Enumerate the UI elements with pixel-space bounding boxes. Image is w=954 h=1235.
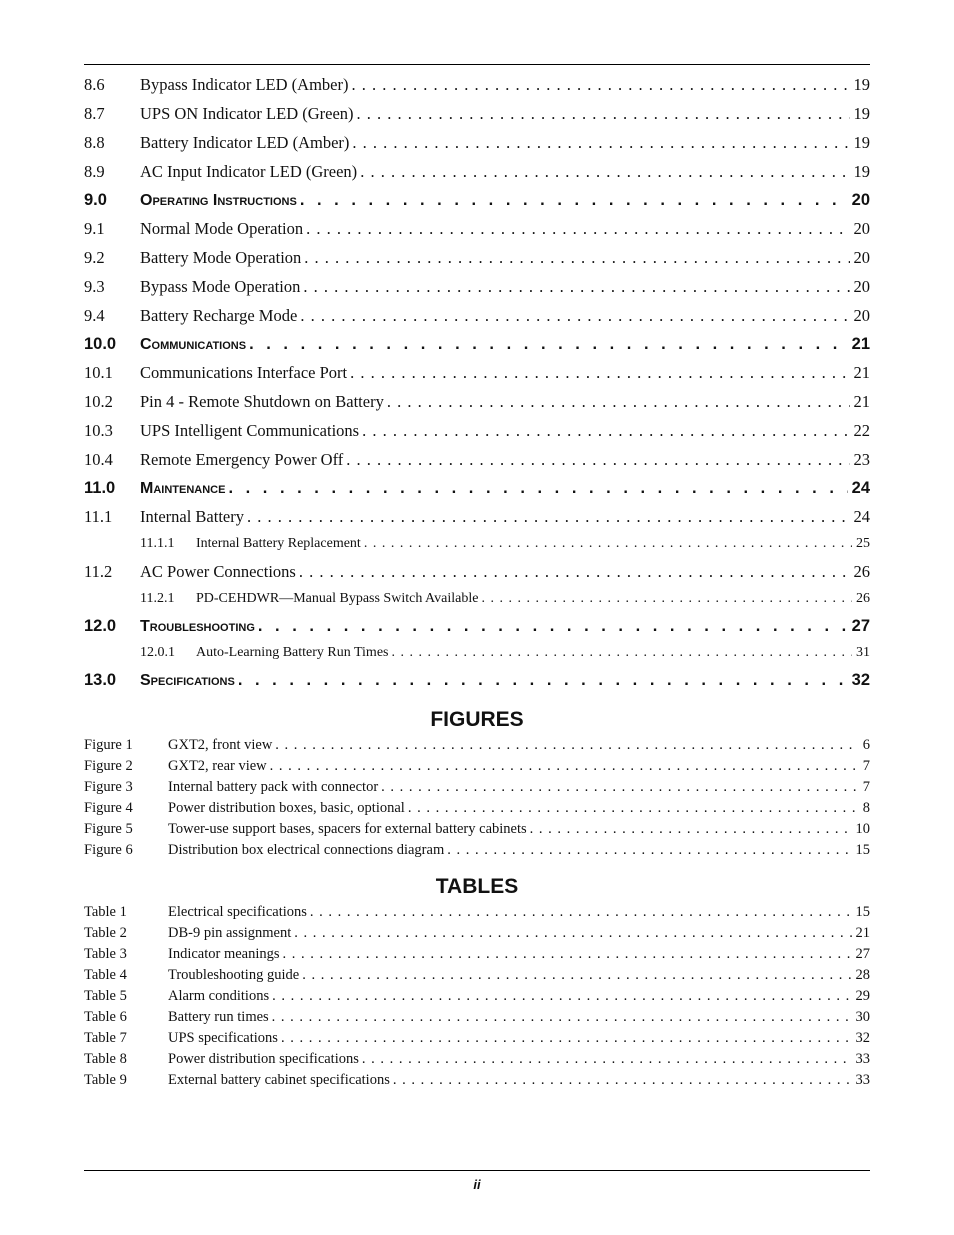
entry-page: 33 [855, 1051, 870, 1067]
entry-number: Figure 6 [84, 842, 133, 858]
dot-leader [346, 450, 849, 470]
entry-title: UPS Intelligent Communications [140, 421, 360, 440]
dot-leader [351, 75, 849, 95]
dot-leader [393, 1072, 852, 1089]
toc-subsubsection-entry[interactable] [84, 645, 870, 671]
table-entry[interactable] [84, 1030, 870, 1051]
entry-page: 6 [862, 737, 870, 753]
entry-page: 10 [855, 821, 870, 837]
toc-subsection-entry[interactable] [84, 450, 870, 479]
entry-page: 26 [856, 591, 870, 606]
entry-number: Table 8 [84, 1051, 127, 1067]
toc-subsection-entry[interactable] [84, 162, 870, 191]
dot-leader [272, 988, 851, 1005]
entry-title: Internal battery pack with connector [168, 779, 379, 795]
entry-page: 20 [853, 219, 870, 238]
table-entry[interactable] [84, 1009, 870, 1030]
dot-leader [392, 645, 853, 661]
table-entry[interactable] [84, 1051, 870, 1072]
entry-page: 26 [853, 562, 870, 581]
entry-number: Table 9 [84, 1072, 127, 1088]
entry-number: Figure 1 [84, 737, 133, 753]
entry-number: 12.0 [84, 617, 117, 635]
entry-title: Remote Emergency Power Off [140, 450, 344, 469]
entry-title: Tower-use support bases, spacers for external battery cabinets [168, 821, 527, 837]
entry-title: Indicator meanings [168, 946, 280, 962]
dot-leader [270, 758, 859, 775]
dot-leader [281, 1030, 852, 1047]
entry-title: Troubleshooting [140, 618, 255, 635]
entry-number: 9.0 [84, 191, 107, 209]
entry-page: 20 [853, 306, 870, 325]
toc-subsection-entry[interactable] [84, 104, 870, 133]
entry-page: 20 [853, 248, 870, 267]
entry-title: Internal Battery [140, 507, 244, 526]
dot-leader [300, 306, 849, 326]
figure-entry[interactable] [84, 842, 870, 863]
entry-number: 10.1 [84, 363, 113, 382]
entry-number: 8.9 [84, 162, 105, 181]
entry-page: 21 [851, 335, 870, 353]
entry-number: 9.3 [84, 277, 105, 296]
dot-leader [360, 162, 849, 182]
header-rule [84, 64, 870, 65]
toc-subsection-entry[interactable] [84, 306, 870, 335]
entry-title: UPS specifications [168, 1030, 278, 1046]
entry-page: 28 [855, 967, 870, 983]
table-of-contents [84, 75, 870, 1093]
entry-page: 20 [853, 277, 870, 296]
dot-leader [350, 363, 849, 383]
entry-number: Table 7 [84, 1030, 127, 1046]
entry-title: Internal Battery Replacement [196, 536, 361, 551]
entry-number: Table 2 [84, 925, 127, 941]
dot-leader [249, 335, 848, 354]
entry-title: Pin 4 - Remote Shutdown on Battery [140, 392, 384, 411]
entry-title: DB-9 pin assignment [168, 925, 292, 941]
dot-leader [228, 479, 847, 498]
toc-subsection-entry[interactable] [84, 421, 870, 450]
entry-title: External battery cabinet specifications [168, 1072, 390, 1088]
dot-leader [530, 821, 852, 838]
figure-entry[interactable] [84, 737, 870, 758]
entry-number: 10.3 [84, 421, 113, 440]
entry-page: 7 [862, 758, 870, 774]
entry-title: Distribution box electrical connections diagram [168, 842, 445, 858]
figure-entry[interactable] [84, 800, 870, 821]
dot-leader [247, 507, 850, 527]
tables-heading: TABLES [435, 875, 519, 898]
entry-page: 15 [855, 904, 870, 920]
toc-subsection-entry[interactable] [84, 507, 870, 536]
entry-number: Figure 5 [84, 821, 133, 837]
toc-subsection-entry[interactable] [84, 219, 870, 248]
entry-number: Figure 3 [84, 779, 133, 795]
entry-page: 15 [855, 842, 870, 858]
entry-title: GXT2, front view [168, 737, 273, 753]
entry-page: 30 [855, 1009, 870, 1025]
dot-leader [299, 562, 850, 582]
entry-page: 23 [853, 450, 870, 469]
entry-number: 8.7 [84, 104, 105, 123]
entry-title: Battery Indicator LED (Amber) [140, 133, 350, 152]
entry-page: 25 [856, 536, 870, 551]
entry-page: 20 [851, 191, 870, 209]
dot-leader [408, 800, 859, 817]
dot-leader [294, 925, 851, 942]
toc-subsection-entry[interactable] [84, 562, 870, 591]
dot-leader [302, 967, 851, 984]
entry-title: Alarm conditions [168, 988, 270, 1004]
dot-leader [381, 779, 859, 796]
toc-subsection-entry[interactable] [84, 277, 870, 306]
table-entry[interactable] [84, 1072, 870, 1093]
entry-page: 19 [853, 75, 870, 94]
dot-leader [300, 191, 848, 210]
entry-title: GXT2, rear view [168, 758, 267, 774]
table-entry[interactable] [84, 946, 870, 967]
entry-title: Communications [140, 336, 247, 353]
entry-number: 11.1 [84, 507, 113, 526]
entry-number: Table 1 [84, 904, 127, 920]
entry-title: PD-CEHDWR—Manual Bypass Switch Available [196, 591, 479, 606]
entry-number: 11.0 [84, 479, 116, 497]
dot-leader [306, 219, 849, 239]
dot-leader [364, 536, 852, 552]
toc-subsection-entry[interactable] [84, 392, 870, 421]
toc-subsection-entry[interactable] [84, 363, 870, 392]
dot-leader [362, 421, 849, 441]
entry-title: Electrical specifications [168, 904, 307, 920]
entry-number: 9.4 [84, 306, 105, 325]
table-entry[interactable] [84, 904, 870, 925]
entry-title: Communications Interface Port [140, 363, 348, 382]
entry-number: 11.2 [84, 562, 113, 581]
table-entry[interactable] [84, 988, 870, 1009]
entry-title: AC Power Connections [140, 562, 296, 581]
entry-title: Auto-Learning Battery Run Times [196, 645, 389, 660]
entry-page: 21 [855, 925, 870, 941]
dot-leader [362, 1051, 852, 1068]
dot-leader [352, 133, 849, 153]
entry-number: 8.8 [84, 133, 105, 152]
figure-entry[interactable] [84, 779, 870, 800]
entry-page: 21 [853, 363, 870, 382]
toc-section-entry[interactable] [84, 671, 870, 699]
entry-number: 8.6 [84, 75, 105, 94]
dot-leader [238, 671, 848, 690]
figures-heading: FIGURES [430, 708, 524, 731]
entry-number: 11.1.1 [140, 536, 175, 551]
entry-title: Maintenance [140, 480, 226, 497]
figure-list [84, 737, 870, 863]
entry-page: 24 [853, 507, 870, 526]
toc-section-entry[interactable] [84, 191, 870, 219]
entry-page: 27 [855, 946, 870, 962]
dot-leader [283, 946, 852, 963]
entry-page: 27 [851, 617, 870, 635]
entry-title: Battery Mode Operation [140, 248, 302, 267]
entry-page: 31 [856, 645, 870, 660]
toc-subsection-entry[interactable] [84, 133, 870, 162]
entry-number: 9.1 [84, 219, 105, 238]
toc-subsection-entry[interactable] [84, 248, 870, 277]
entry-number: 13.0 [84, 671, 117, 689]
dot-leader [481, 591, 852, 607]
entry-page: 19 [853, 104, 870, 123]
dot-leader [258, 617, 848, 636]
entry-number: 10.0 [84, 335, 117, 353]
entry-number: Table 6 [84, 1009, 127, 1025]
dot-leader [303, 277, 849, 297]
entry-title: Battery run times [168, 1009, 269, 1025]
entry-title: UPS ON Indicator LED (Green) [140, 104, 354, 123]
entry-number: 12.0.1 [140, 645, 175, 660]
entry-number: Table 4 [84, 967, 127, 983]
entry-title: Power distribution specifications [168, 1051, 359, 1067]
dot-leader [272, 1009, 852, 1026]
toc-subsubsection-entry[interactable] [84, 591, 870, 617]
figure-entry[interactable] [84, 758, 870, 779]
entry-number: Table 3 [84, 946, 127, 962]
toc-section-entry[interactable] [84, 617, 870, 645]
entry-page: 32 [851, 671, 870, 689]
dot-leader [387, 392, 850, 412]
entry-title: Power distribution boxes, basic, optional [168, 800, 405, 816]
page-number: ii [473, 1177, 481, 1192]
entry-title: Troubleshooting guide [168, 967, 300, 983]
entry-title: AC Input Indicator LED (Green) [140, 162, 358, 181]
toc-section-entry[interactable] [84, 479, 870, 507]
toc-subsection-entry[interactable] [84, 75, 870, 104]
entry-title: Bypass Indicator LED (Amber) [140, 75, 349, 94]
table-entry[interactable] [84, 967, 870, 988]
entry-number: 11.2.1 [140, 591, 175, 606]
entry-page: 19 [853, 162, 870, 181]
figure-entry[interactable] [84, 821, 870, 842]
dot-leader [275, 737, 858, 754]
entry-title: Bypass Mode Operation [140, 277, 301, 296]
entry-title: Battery Recharge Mode [140, 306, 298, 325]
entry-page: 22 [853, 421, 870, 440]
dot-leader [310, 904, 852, 921]
entry-number: Figure 4 [84, 800, 133, 816]
entry-page: 7 [862, 779, 870, 795]
dot-leader [304, 248, 849, 268]
entry-number: Table 5 [84, 988, 127, 1004]
entry-number: 10.4 [84, 450, 113, 469]
entry-page: 33 [855, 1072, 870, 1088]
entry-number: Figure 2 [84, 758, 133, 774]
entry-page: 24 [851, 479, 870, 497]
entry-number: 10.2 [84, 392, 113, 411]
footer-rule [84, 1170, 870, 1171]
entry-number: 9.2 [84, 248, 105, 267]
dot-leader [357, 104, 850, 124]
toc-section-entry[interactable] [84, 335, 870, 363]
entry-title: Operating Instructions [140, 192, 297, 209]
entry-page: 8 [862, 800, 870, 816]
entry-title: Normal Mode Operation [140, 219, 304, 238]
table-entry[interactable] [84, 925, 870, 946]
entry-title: Specifications [140, 672, 235, 689]
entry-page: 19 [853, 133, 870, 152]
entry-page: 21 [853, 392, 870, 411]
table-list [84, 904, 870, 1093]
toc-entries [84, 75, 870, 699]
dot-leader [447, 842, 851, 859]
toc-subsubsection-entry[interactable] [84, 536, 870, 562]
entry-page: 32 [855, 1030, 870, 1046]
entry-page: 29 [855, 988, 870, 1004]
